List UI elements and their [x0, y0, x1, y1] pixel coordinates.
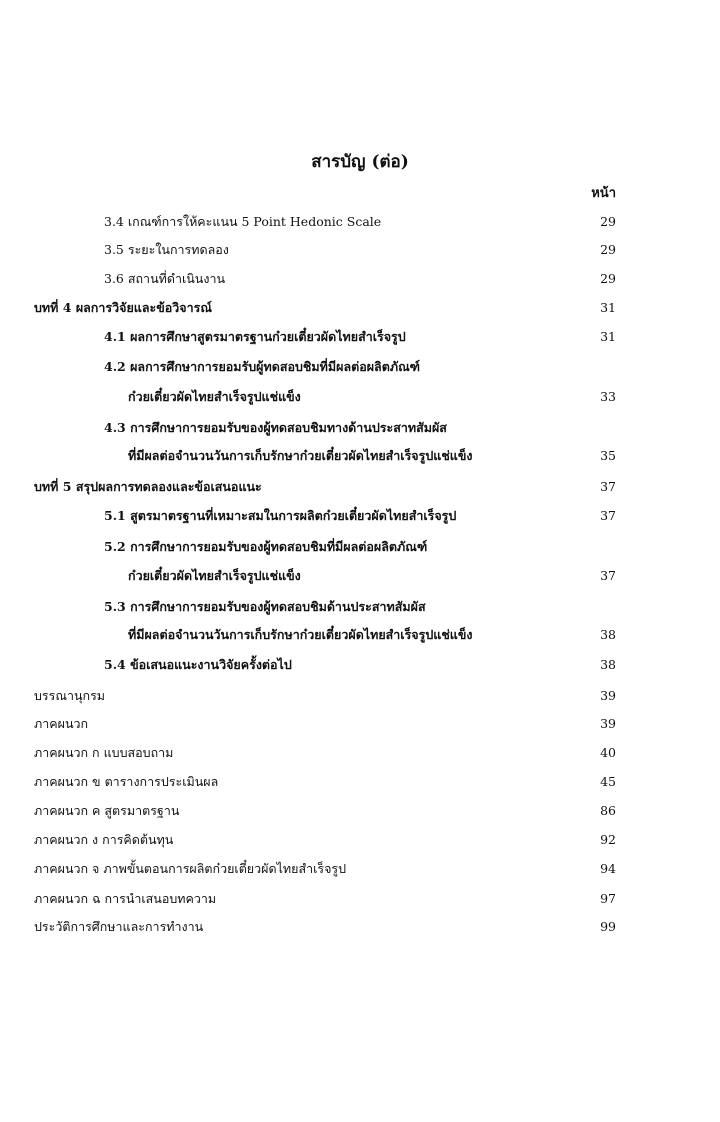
toc-entry-page: 35 [600, 448, 616, 463]
toc-entry-page: 29 [600, 214, 616, 229]
toc-entry-page: 39 [600, 716, 616, 731]
toc-entry-text: 5.1 สูตรมาตรฐานที่เหมาะสมในการผลิตก๋วยเตี๋ยวผัดไทยสำเร็จรูป [104, 508, 457, 523]
page-column-label: หน้า [591, 186, 616, 201]
toc-entry [0, 212, 720, 232]
toc-entry-page: 31 [600, 300, 616, 315]
toc-entry-text: ประวัติการศึกษาและการทำงาน [34, 919, 204, 934]
toc-entry-text: ภาคผนวก ค สูตรมาตรฐาน [34, 803, 180, 818]
toc-entry-page: 29 [600, 242, 616, 257]
toc-entry-text: 3.6 สถานที่ดำเนินงาน [104, 271, 226, 286]
toc-entry-text: 3.5 ระยะในการทดลอง [104, 242, 229, 257]
toc-entry-text: บทที่ 5 สรุปผลการทดลองและข้อเสนอแนะ [34, 479, 262, 494]
toc-entry [0, 889, 720, 909]
toc-entry-page: 31 [600, 329, 616, 344]
toc-chapter-entry [0, 477, 720, 497]
toc-entry-continuation [0, 625, 720, 645]
toc-entry-text: 5.2 การศึกษาการยอมรับของผู้ทดสอบชิมที่มีผลต่อผลิตภัณฑ์ [104, 539, 428, 554]
toc-entry [0, 743, 720, 763]
toc-entry-text: ภาคผนวก ฉ การนำเสนอบทความ [34, 891, 217, 906]
toc-entry-text: ก๋วยเตี๋ยวผัดไทยสำเร็จรูปแช่แข็ง [128, 389, 301, 404]
toc-entry-page: 29 [600, 271, 616, 286]
toc-entry-text: 4.1 ผลการศึกษาสูตรมาตรฐานก๋วยเตี๋ยวผัดไทยสำเร็จรูป [104, 329, 406, 344]
toc-entry [0, 830, 720, 850]
toc-entry-text: บรรณานุกรม [34, 688, 106, 703]
toc-entry [0, 801, 720, 821]
toc-entry-continuation [0, 446, 720, 466]
toc-entry-text: ภาคผนวก ง การคิดต้นทุน [34, 832, 174, 847]
toc-entry-page: 45 [600, 774, 616, 789]
toc-entry-text: 5.4 ข้อเสนอแนะงานวิจัยครั้งต่อไป [104, 657, 292, 672]
toc-entry [0, 537, 720, 557]
toc-entry-text: ที่มีผลต่อจำนวนวันการเก็บรักษาก๋วยเตี๋ยวผัดไทยสำเร็จรูปแช่แข็ง [128, 448, 473, 463]
toc-entry [0, 357, 720, 377]
toc-entry [0, 917, 720, 937]
toc-entry [0, 597, 720, 617]
toc-entry-text: ภาคผนวก ก แบบสอบถาม [34, 745, 174, 760]
toc-entry-text: ก๋วยเตี๋ยวผัดไทยสำเร็จรูปแช่แข็ง [128, 568, 301, 583]
toc-entry-page: 37 [600, 508, 616, 523]
toc-entry-text: 4.3 การศึกษาการยอมรับของผู้ทดสอบชิมทางด้านประสาทสัมผัส [104, 420, 447, 435]
toc-entry-text: 5.3 การศึกษาการยอมรับของผู้ทดสอบชิมด้านประสาทสัมผัส [104, 599, 426, 614]
toc-entry-page: 38 [600, 657, 616, 672]
toc-entry-page: 92 [600, 832, 616, 847]
toc-entry [0, 714, 720, 734]
toc-entry-text: ภาคผนวก จ ภาพขั้นตอนการผลิตก๋วยเตี๋ยวผัดไทยสำเร็จรูป [34, 861, 347, 876]
toc-entry-text: บทที่ 4 ผลการวิจัยและข้อวิจารณ์ [34, 300, 212, 315]
toc-entry-page: 94 [600, 861, 616, 876]
toc-entry-continuation [0, 387, 720, 407]
page-title: สารบัญ (ต่อ) [311, 152, 409, 172]
toc-entry-text: 4.2 ผลการศึกษาการยอมรับผู้ทดสอบชิมที่มีผลต่อผลิตภัณฑ์ [104, 359, 421, 374]
toc-entry [0, 772, 720, 792]
toc-entry [0, 655, 720, 675]
toc-entry-page: 86 [600, 803, 616, 818]
toc-entry [0, 506, 720, 526]
toc-entry-page: 37 [600, 568, 616, 583]
toc-entry [0, 418, 720, 438]
toc-entry-page: 38 [600, 627, 616, 642]
toc-entry-page: 97 [600, 891, 616, 906]
toc-entry-text: ภาคผนวก [34, 716, 89, 731]
toc-entry-text: 3.4 เกณฑ์การให้คะแนน 5 Point Hedonic Scale [104, 214, 382, 229]
toc-entry-page: 37 [600, 479, 616, 494]
toc-entry-text: ภาคผนวก ข ตารางการประเมินผล [34, 774, 219, 789]
toc-entry-continuation [0, 566, 720, 586]
toc-entry-page: 39 [600, 688, 616, 703]
toc-entry [0, 269, 720, 289]
toc-entry-text: ที่มีผลต่อจำนวนวันการเก็บรักษาก๋วยเตี๋ยวผัดไทยสำเร็จรูปแช่แข็ง [128, 627, 473, 642]
toc-entry [0, 859, 720, 879]
toc-entry-page: 40 [600, 745, 616, 760]
toc-entry [0, 327, 720, 347]
toc-entry-page: 99 [600, 919, 616, 934]
toc-chapter-entry [0, 298, 720, 318]
toc-entry [0, 240, 720, 260]
toc-entry-page: 33 [600, 389, 616, 404]
toc-entry [0, 686, 720, 706]
